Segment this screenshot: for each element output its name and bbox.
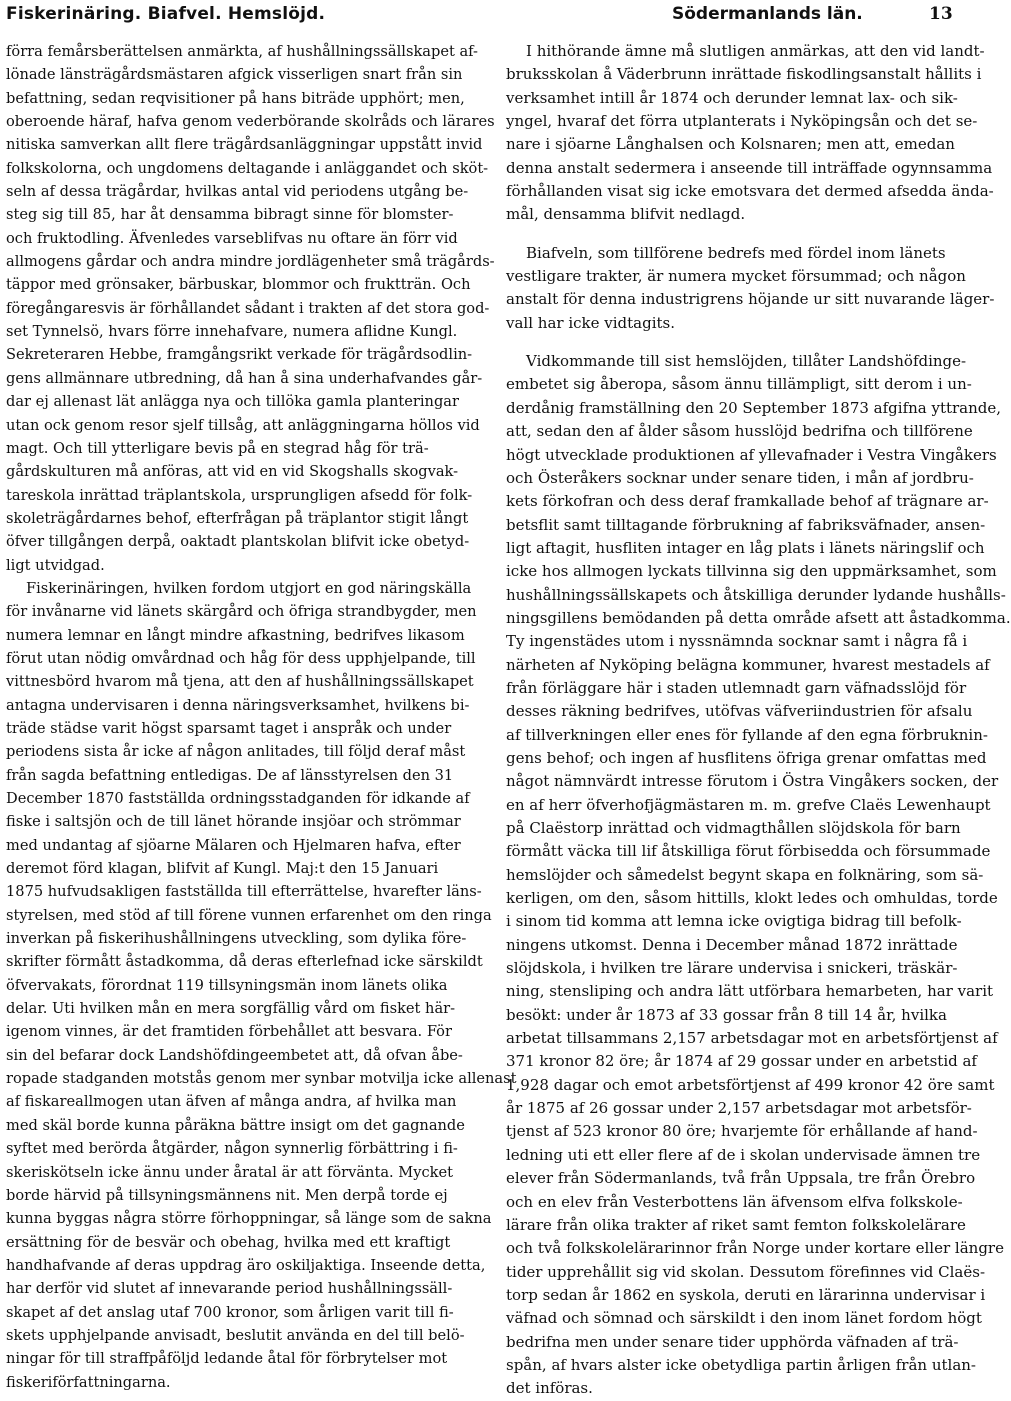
- text-line: gens allmännare utbredning, då han å sina underhafvandes går-: [6, 369, 483, 387]
- text-line: skrifter förmått åstadkomma, då deras efterlefnad icke särskildt: [6, 953, 483, 971]
- text-line: vall har icke vidtagits.: [506, 313, 675, 332]
- left-column: [6, 40, 517, 1394]
- text-line: embetet sig åberopa, såsom ännu tillämpligt, sitt derom i un-: [506, 375, 972, 394]
- text-line: yngel, hvaraf det förra utplanterats i Nyköpingsån och det se-: [506, 112, 978, 131]
- text-line: 1,928 dagar och emot arbetsförtjenst af 499 kronor 42 öre samt: [506, 1075, 995, 1094]
- text-line: slöjdskola, i hvilken tre lärare undervisa i snickeri, träskär-: [506, 959, 958, 978]
- text-line: torp sedan år 1862 en syskola, deruti en lärarinna undervisar i: [506, 1285, 986, 1304]
- text-line: ersättning för de besvär och obehag, hvilka med ett kraftigt: [6, 1233, 451, 1251]
- text-line: att, sedan den af ålder såsom husslöjd bedrifna och tillförene: [506, 422, 973, 441]
- text-line: från sagda befattning entledigas. De af länsstyrelsen den 31: [6, 766, 454, 784]
- text-line: föregångaresvis är förhållandet sådant i trakten af det stora god-: [6, 299, 490, 317]
- text-line: och Österåkers socknar under senare tiden, i mån af jordbru-: [506, 468, 974, 487]
- text-line: öfvervakats, förordnat 119 tillsyningsmän inom länets olika: [6, 976, 448, 994]
- text-line: öfver tillgången derpå, oaktadt plantskolan blifvit icke obetyd-: [6, 533, 470, 551]
- text-line: med skäl borde kunna påräkna bättre insigt om det gagnande: [6, 1116, 465, 1134]
- text-line: gårdskulturen må anföras, att vid en vid Skogshalls skogvak-: [6, 463, 459, 481]
- text-line: icke hos allmogen lyckats tillvinna sig den uppmärksamhet, som: [506, 562, 997, 581]
- text-line: hushållningssällskapets och åtskilliga derunder lydande hushålls-: [506, 585, 1006, 604]
- text-line: förut utan nödig omvårdnad och håg för dess upphjelpande, till: [6, 649, 476, 667]
- text-line: fiskeriförfattningarna.: [6, 1373, 171, 1391]
- running-head-topics: Fiskerinäring. Biafvel. Hemslöjd.: [6, 4, 326, 24]
- text-line: det införas.: [506, 1379, 593, 1398]
- text-line: kunna byggas några större förhoppningar, så länge som de sakna: [6, 1210, 492, 1228]
- text-line: borde härvid på tillsyningsmännens nit. Men derpå torde ej: [6, 1186, 448, 1204]
- text-line: periodens sista år icke af någon anlitades, till följd deraf måst: [6, 743, 466, 761]
- text-line: skoleträgårdarnes behof, efterfrågan på träplantor stigit långt: [6, 509, 469, 527]
- text-line: utan ock genom resor sjelf tillsåg, att anläggningarna höllos vid: [6, 416, 480, 434]
- text-line: något nämnvärdt intresse förutom i Östra Vingåkers socken, der: [506, 772, 999, 791]
- text-line: oberoende häraf, hafva genom vederbörande skolråds och lärares: [6, 113, 495, 131]
- text-line: December 1870 fastställda ordningsstadganden för idkande af: [6, 790, 470, 807]
- paragraph-gap: [506, 335, 952, 350]
- text-line: lärare från olika trakter af riket samt femton folkskolelärare: [506, 1215, 966, 1234]
- text-line: I hithörande ämne må slutligen anmärkas, att den vid landt-: [526, 42, 985, 60]
- text-line: ningsgillens bemödanden på detta område afsett att åstadkomma.: [506, 608, 1011, 627]
- text-line: ropade stadganden motstås genom mer synbar motvilja icke allenast: [6, 1070, 517, 1088]
- text-line: kerligen, om den, såsom hittills, klokt ledes och omhuldas, torde: [506, 889, 998, 908]
- text-line: styrelsen, med stöd af till förene vunnen erfarenhet om den ringa: [6, 906, 492, 924]
- text-line: folkskolorna, och ungdomens deltagande i anläggandet och sköt-: [6, 159, 489, 177]
- text-line: förhållanden visat sig icke emotsvara det dermed afsedda ända-: [506, 182, 994, 201]
- text-line: af fiskareallmogen utan äfven af många andra, af hvilka man: [6, 1093, 457, 1111]
- text-line: förmått väcka till lif åtskilliga förut förbisedda och försummade: [506, 842, 991, 861]
- running-head-county: Södermanlands län.: [672, 4, 863, 24]
- text-line: Fiskerinäringen, hvilken fordom utgjort en god näringskälla: [26, 579, 472, 597]
- text-line: har derför vid slutet af innevarande period hushållningssäll-: [6, 1280, 453, 1298]
- text-line: desses räkning bedrifves, utöfvas väfveriindustrien för afsalu: [506, 702, 973, 721]
- text-line: deremot förd klagan, blifvit af Kungl. Maj:t den 15 Januari: [6, 860, 439, 878]
- text-line: handhafvande af deras uppdrag äro oskiljaktiga. Inseende detta,: [6, 1256, 486, 1274]
- text-line: antagna undervisaren i denna näringsverksamhet, hvilkens bi-: [6, 696, 470, 714]
- text-line: igenom vinnes, är det framtiden förbehållet att besvara. För: [6, 1023, 452, 1041]
- text-line: ningens utkomst. Denna i December månad 1872 inrättade: [506, 935, 958, 954]
- text-line: nitiska samverkan allt flere trägårdsanläggningar uppstått invid: [6, 136, 483, 154]
- text-line: skapet af det anslag utaf 700 kronor, som årligen varit till fi-: [6, 1303, 454, 1321]
- text-line: väfnad och sömnad och särskildt i den inom länet fordom högt: [506, 1309, 982, 1328]
- text-line: gens behof; och ingen af husflitens öfriga grenar omfattas med: [506, 748, 987, 767]
- text-line: betsflit samt tilltagande förbrukning af fabriksväfnader, ansen-: [506, 515, 986, 534]
- text-line: en af herr öfverhofjägmästaren m. m. grefve Claës Lewenhaupt: [506, 795, 991, 814]
- text-line: vestligare trakter, är numera mycket försummad; och någon: [506, 267, 966, 286]
- text-line: allmogens gårdar och andra mindre jordlägenheter små trägårds-: [6, 253, 495, 271]
- text-line: högt utvecklade produktionen af yllevafnader i Vestra Vingåkers: [506, 445, 997, 464]
- text-line: ning, stensliping och andra lätt utförbara hemarbeten, har varit: [506, 982, 994, 1001]
- text-line: anstalt för denna industrigrens höjande ur sitt nuvarande läger-: [506, 290, 995, 309]
- text-line: ningar för till straffpåföljd ledande åtal för förbrytelser mot: [6, 1350, 448, 1368]
- text-line: 371 kronor 82 öre; år 1874 af 29 gossar under en arbetstid af: [506, 1052, 977, 1071]
- text-line: inverkan på fiskerihushållningens utveckling, som dylika före-: [6, 930, 467, 948]
- text-line: ligt aftagit, husfliten intager en låg plats i länets näringslif och: [506, 538, 985, 557]
- text-line: lönade länsträgårdsmästaren afgick visserligen snart från sin: [6, 66, 463, 84]
- text-line: denna anstalt sedermera i anseende till inträffade ogynnsamma: [506, 158, 993, 177]
- text-line: Vidkommande till sist hemslöjden, tillåter Landshöfdinge-: [526, 352, 967, 371]
- text-line: med undantag af sjöarne Mälaren och Hjelmaren hafva, efter: [6, 836, 461, 854]
- text-line: från förläggare här i staden utlemnadt garn väfnadsslöjd för: [506, 678, 967, 697]
- text-line: skeriskötseln icke ännu under åratal är att förvänta. Mycket: [6, 1163, 454, 1181]
- text-line: och en elev från Vesterbottens län äfvensom elfva folkskole-: [506, 1192, 963, 1211]
- text-line: ledning uti ett eller flere af de i skolan undervisade ämnen tre: [506, 1145, 981, 1164]
- text-line: dar ej allenast lät anlägga nya och tillöka gamla planteringar: [6, 393, 459, 411]
- text-line: set Tynnelsö, hvars förre innehafvare, numera aflidne Kungl.: [6, 323, 458, 341]
- text-line: fiske i saltsjön och de till länet hörande insjöar och strömmar: [6, 813, 461, 831]
- text-line: steg sig till 85, har åt densamma bibragt sinne för blomster-: [6, 206, 454, 224]
- text-line: och två folkskolelärarinnor från Norge under kortare eller längre: [506, 1239, 1004, 1258]
- text-line: skets upphjelpande anvisadt, beslutit använda en del till belö-: [6, 1326, 465, 1344]
- text-line: mål, densamma blifvit nedlagd.: [506, 205, 746, 224]
- text-line: tareskola inrättad träplantskola, ursprungligen afsedd för folk-: [6, 486, 473, 504]
- text-line: närheten af Nyköping belägna kommuner, hvarest mestadels af: [506, 655, 990, 674]
- text-line: täppor med grönsaker, bärbuskar, blommor och fruktträn. Och: [6, 276, 471, 294]
- text-line: vittnesbörd hvarom må tjena, att den af hushållningssällskapet: [6, 673, 474, 691]
- text-line: arbetat tillsammans 2,157 arbetsdagar mot en arbetsförtjenst af: [506, 1029, 998, 1048]
- text-line: magt. Och till ytterligare bevis på en stegrad håg för trä-: [6, 439, 429, 457]
- text-line: i sinom tid komma att lemna icke ovigtiga bidrag till befolk-: [506, 912, 962, 931]
- text-line: ligt utvidgad.: [6, 556, 105, 574]
- text-line: Biafveln, som tillförene bedrefs med fördel inom länets: [526, 243, 946, 262]
- text-line: Ty ingenstädes utom i nyssnämnda socknar samt i några få i: [506, 632, 968, 651]
- text-line: seln af dessa trägårdar, hvilkas antal vid periodens utgång be-: [6, 183, 469, 201]
- text-line: nare i sjöarne Långhalsen och Kolsnaren; men att, emedan: [506, 135, 955, 154]
- text-line: spån, af hvars alster icke obetydliga partin årligen från utlan-: [506, 1355, 976, 1374]
- text-line: bruksskolan å Väderbrunn inrättade fiskodlingsanstalt hållits i: [506, 65, 982, 84]
- text-line: kets förkofran och dess deraf framkallade behof af trägnare ar-: [506, 492, 989, 511]
- page-number: 13: [929, 4, 953, 24]
- text-line: sin del befarar dock Landshöfdingeembetet att, då ofvan åbe-: [6, 1046, 463, 1064]
- text-line: på Claëstorp inrättad och vidmagthållen slöjdskola för barn: [506, 819, 961, 837]
- text-line: syftet med berörda åtgärder, någon synnerlig förbättring i fi-: [6, 1140, 458, 1158]
- text-line: bedrifna men under senare tider upphörda väfnaden af trä-: [506, 1332, 959, 1351]
- text-line: förra femårsberättelsen anmärkta, af hushållningssällskapet af-: [6, 43, 478, 60]
- text-line: tjenst af 523 kronor 80 öre; hvarjemte för erhållande af hand-: [506, 1122, 978, 1141]
- text-line: tider upprehållit sig vid skolan. Dessutom förefinnes vid Claës-: [506, 1262, 986, 1281]
- right-column: [506, 40, 1011, 1401]
- text-line: 1875 hufvudsakligen fastställda till efterrättelse, hvarefter läns-: [6, 883, 482, 901]
- text-line: hemslöjder och såmedelst begynt skapa en folknäring, som sä-: [506, 865, 984, 884]
- paragraph-gap: [506, 227, 952, 242]
- text-line: Sekreteraren Hebbe, framgångsrikt verkade för trägårdsodlin-: [6, 346, 473, 364]
- text-line: för invånarne vid länets skärgård och öfriga strandbygder, men: [6, 603, 477, 621]
- text-line: besökt: under år 1873 af 33 gossar från 8 till 14 år, hvilka: [506, 1005, 947, 1024]
- page-header: [0, 4, 960, 30]
- text-line: af tillverkningen eller enes för fyllande af den egna förbruknin-: [506, 725, 988, 744]
- text-line: elever från Södermanlands, två från Uppsala, tre från Örebro: [506, 1169, 976, 1188]
- text-line: numera lemnar en långt mindre afkastning, bedrifves likasom: [6, 626, 465, 644]
- text-line: delar. Uti hvilken mån en mera sorgfällig vård om fisket här-: [6, 1000, 456, 1018]
- text-line: och fruktodling. Äfvenledes varseblifvas nu oftare än förr vid: [6, 229, 458, 247]
- text-line: verksamhet intill år 1874 och derunder lemnat lax- och sik-: [506, 88, 958, 107]
- text-line: träde städse varit högst sparsamt taget i anspråk och under: [6, 719, 452, 737]
- text-line: år 1875 af 26 gossar under 2,157 arbetsdagar mot arbetsför-: [506, 1099, 972, 1118]
- text-line: derdånig framställning den 20 September 1873 afgifna yttrande,: [506, 398, 1002, 417]
- text-line: befattning, sedan reqvisitioner på hans biträde upphört; men,: [6, 89, 465, 107]
